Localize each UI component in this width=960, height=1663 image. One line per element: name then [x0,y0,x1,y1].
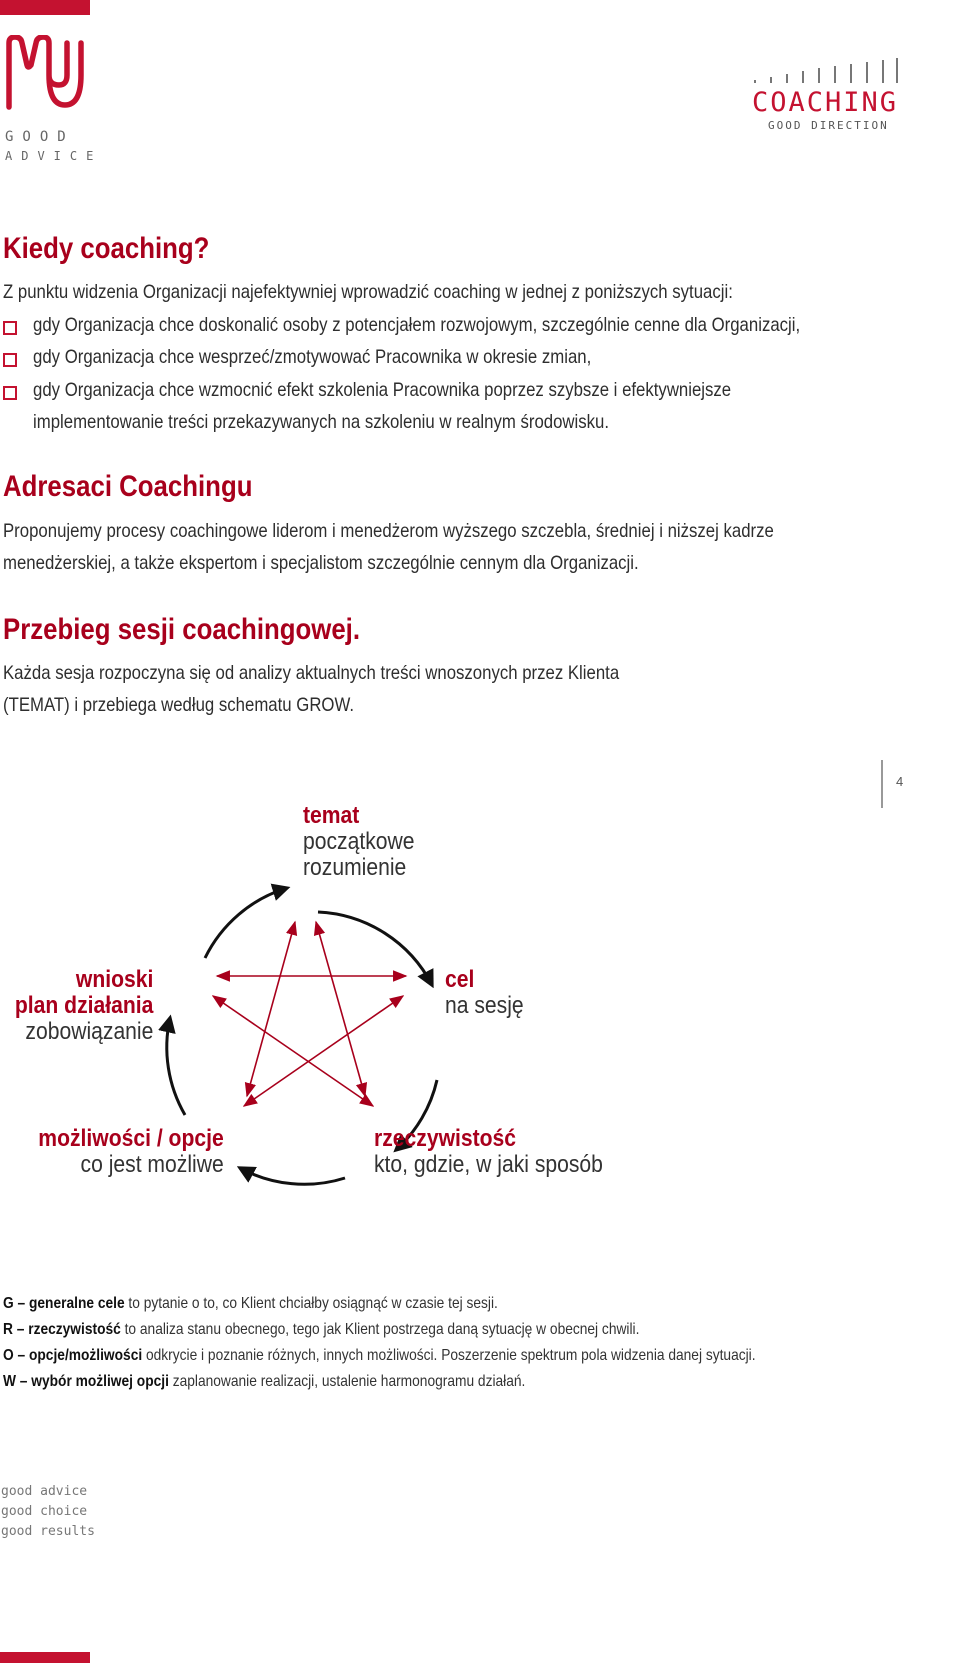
node-cel [445,967,534,1019]
star-line-2 [316,922,365,1096]
logo-coaching-word: COACHING [752,87,899,118]
legend-row-o [3,1343,756,1369]
node-wnioski-line1: zobowiązanie [25,1018,153,1045]
node-wnioski-title: wnioski [75,966,153,993]
section-title-addressees: Adresaci Coachingu [3,470,253,503]
bullet-square-icon [3,353,17,367]
cycle-arrow-5 [205,888,287,958]
section-title-session: Przebieg sesji coachingowej. [3,613,361,646]
cycle-arrow-1 [318,912,432,985]
when-intro: Z punktu widzenia Organizacji najefektywniej wprowadzić coaching w jednej z poniższych sytuacji: [3,281,733,303]
bottom-accent-bar [0,1652,90,1663]
bars-icon [752,58,902,84]
footer-line-2: good choice [1,1504,88,1519]
node-mozliwosci [13,1126,224,1178]
legend-text: zaplanowanie realizacji, ustalenie harmonogramu działań. [168,1373,526,1390]
good-advice-logo [5,35,102,163]
logo-text-advice: ADVICE [5,149,103,163]
node-mozliwosci-line1: co jest możliwe [80,1151,225,1178]
legend-key: O – opcje/możliwości [3,1347,143,1364]
node-temat-line2: rozumienie [303,854,407,881]
bullet-square-icon [3,321,17,335]
node-temat-title: temat [303,802,360,829]
legend-text: to analiza stanu obecnego, tego jak Klient postrzega daną sytuację w obecnej chwili. [120,1321,640,1338]
legend-text: odkrycie i poznanie różnych, innych możliwości. Poszerzenie spektrum pola widzenia danej sytuacji. [142,1347,756,1364]
logo-coaching-sub: GOOD DIRECTION [768,119,889,132]
node-wnioski-title2: plan działania [14,992,153,1019]
top-accent-bar [0,0,90,15]
node-temat [303,803,430,881]
when-bullet-1: gdy Organizacja chce doskonalić osoby z potencjałem rozwojowym, szczególnie cenne dla Organizacji, [33,314,801,336]
legend-key: G – generalne cele [3,1295,125,1312]
node-mozliwosci-title: możliwości / opcje [38,1125,224,1152]
node-cel-line1: na sesję [445,992,524,1019]
legend-key: W – wybór możliwej opcji [3,1373,169,1390]
grow-legend [3,1291,878,1395]
addressees-line-1: Proponujemy procesy coachingowe liderom i menedżerom wyższego szczebla, średniej i niższej kadrze [3,520,774,542]
node-rzeczywistosc-title: rzeczywistość [374,1125,517,1152]
logo-text-good: GOOD [5,129,75,145]
section-title-when: Kiedy coaching? [3,232,210,265]
mw-logo-icon [5,35,85,110]
bullet-square-icon [3,386,17,400]
legend-key: R – rzeczywistość [3,1321,121,1338]
cycle-arrow-3 [240,1168,345,1184]
addressees-line-2: menedżerskiej, a także ekspertom i specjalistom szczególnie cennym dla Organizacji. [3,552,639,574]
legend-row-g [3,1291,756,1317]
node-cel-title: cel [445,966,475,993]
star-line-1 [247,922,295,1096]
legend-text: to pytanie o to, co Klient chciałby osiągnąć w czasie tej sesji. [124,1295,498,1312]
star-line-5 [244,996,403,1106]
when-bullet-3: gdy Organizacja chce wzmocnić efekt szkolenia Pracownika poprzez szybsze i efektywniejsze [33,379,732,401]
footer-line-1: good advice [1,1484,88,1499]
session-line-2: (TEMAT) i przebiega według schematu GROW. [3,694,355,716]
cycle-arrow-4 [167,1018,185,1115]
node-temat-line1: początkowe [303,828,415,855]
node-rzeczywistosc [374,1126,634,1178]
session-line-1: Każda sesja rozpoczyna się od analizy aktualnych treści wnoszonych przez Klienta [3,662,620,684]
star-line-4 [213,996,373,1106]
node-rzeczywistosc-line1: kto, gdzie, w jaki sposób [374,1151,603,1178]
legend-row-r [3,1317,756,1343]
legend-row-w [3,1369,756,1395]
page-number: 4 [896,774,904,789]
footer-tagline [1,1482,95,1542]
when-bullet-2: gdy Organizacja chce wesprzeć/zmotywować Pracownika w okresie zmian, [33,346,592,368]
node-wnioski [0,967,153,1045]
coaching-logo [752,58,902,132]
when-bullet-3-cont: implementowanie treści przekazywanych na szkoleniu w realnym środowisku. [33,411,610,433]
footer-line-3: good results [1,1524,95,1539]
